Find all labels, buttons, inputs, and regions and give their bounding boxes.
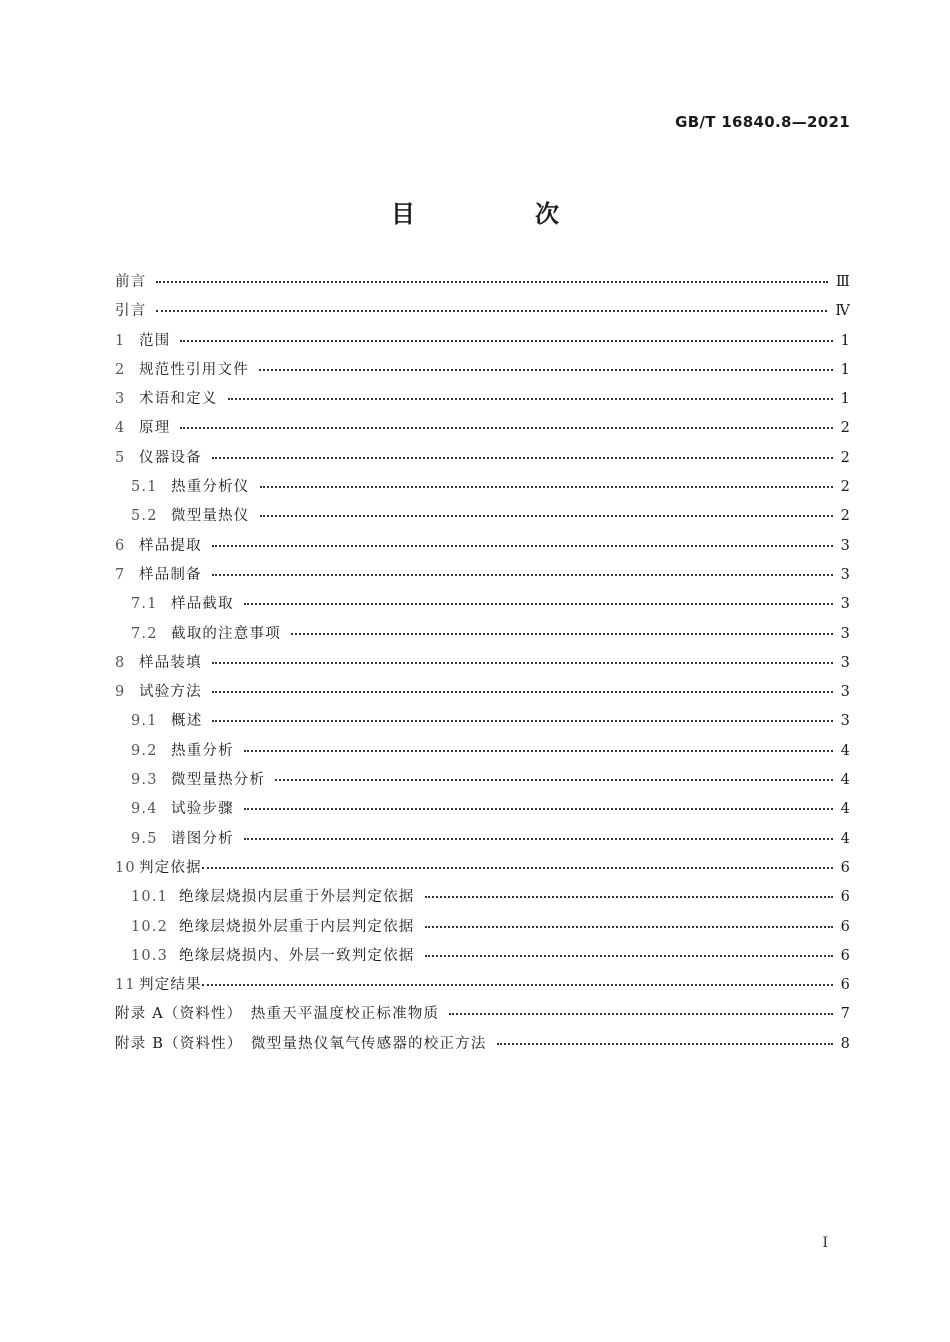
toc-entry-page: 2 xyxy=(840,508,851,525)
toc-entry-page: 6 xyxy=(840,918,851,935)
dot-leader xyxy=(212,706,832,722)
toc-entry[interactable] xyxy=(115,768,851,797)
dot-leader xyxy=(212,531,833,547)
toc-entry[interactable] xyxy=(115,270,851,299)
toc-entry-page: Ⅲ xyxy=(835,274,851,290)
toc-entry-page: 3 xyxy=(840,654,851,671)
toc-entry-number: 11 xyxy=(115,977,136,994)
toc-entry[interactable] xyxy=(115,827,851,856)
dot-leader xyxy=(260,472,833,488)
toc-entry-number: 8 xyxy=(115,654,126,671)
toc-entry-title: 微型量热仪 xyxy=(171,508,250,525)
toc-entry-number: 9 xyxy=(115,684,126,701)
toc-entry-number: 7 xyxy=(115,566,126,583)
toc-entry-title: 规范性引用文件 xyxy=(139,361,249,378)
dot-leader xyxy=(425,941,833,957)
toc-entry-title: 绝缘层烧损外层重于内层判定依据 xyxy=(179,918,415,935)
toc-entry[interactable] xyxy=(115,680,851,709)
toc-entry-title: 仪器设备 xyxy=(139,449,202,466)
toc-entry-number: 5 xyxy=(115,449,126,466)
toc-entry-page: 3 xyxy=(840,537,851,554)
toc-entry-number: 5.2 xyxy=(131,508,158,525)
toc-entry-number: 1 xyxy=(115,332,126,349)
toc-entry-page: 1 xyxy=(840,391,851,408)
dot-leader xyxy=(202,970,833,986)
toc-entry[interactable] xyxy=(115,885,851,914)
toc-entry[interactable] xyxy=(115,915,851,944)
toc-entry[interactable] xyxy=(115,299,851,328)
toc-entry[interactable] xyxy=(115,944,851,973)
toc-entry-page: 6 xyxy=(840,947,851,964)
document-code: GB/T 16840.8—2021 xyxy=(675,113,850,131)
toc-entry[interactable] xyxy=(115,709,851,738)
toc-entry[interactable] xyxy=(115,387,851,416)
toc-entry-title: 判定结果 xyxy=(139,977,202,994)
toc-entry-title: 绝缘层烧损内、外层一致判定依据 xyxy=(179,947,415,964)
toc-entry[interactable] xyxy=(115,329,851,358)
dot-leader xyxy=(260,501,833,517)
dot-leader xyxy=(425,882,833,898)
toc-entry[interactable] xyxy=(115,651,851,680)
toc-entry-number: 2 xyxy=(115,361,126,378)
toc-entry-page: 4 xyxy=(840,742,851,759)
toc-entry-title: 样品制备 xyxy=(139,566,202,583)
toc-entry-page: 2 xyxy=(840,479,851,496)
toc-entry-title: 热重分析 xyxy=(171,742,234,759)
toc-entry-title: 谱图分析 xyxy=(171,830,234,847)
toc-entry-title: 试验方法 xyxy=(139,684,202,701)
toc-entry-number: 9.2 xyxy=(131,742,158,759)
dot-leader xyxy=(259,355,833,371)
toc-entry[interactable] xyxy=(115,622,851,651)
toc-entry-title: 附录 B（资料性） 微型量热仪氧气传感器的校正方法 xyxy=(115,1035,487,1052)
toc-entry-title: 样品提取 xyxy=(139,537,202,554)
toc-entry-number: 7.2 xyxy=(131,625,158,642)
dot-leader xyxy=(202,853,833,869)
dot-leader xyxy=(244,794,833,810)
toc-entry-page: 3 xyxy=(840,625,851,642)
dot-leader xyxy=(212,648,833,664)
dot-leader xyxy=(212,443,833,459)
toc-entry[interactable] xyxy=(115,358,851,387)
dot-leader xyxy=(228,384,833,400)
toc-entry-title: 概述 xyxy=(171,713,203,730)
toc-entry-page: 6 xyxy=(840,889,851,906)
toc-entry-page: 4 xyxy=(840,772,851,789)
toc-entry[interactable] xyxy=(115,446,851,475)
toc-entry-number: 6 xyxy=(115,537,126,554)
toc-entry-title: 前言 xyxy=(115,274,147,290)
toc-entry[interactable] xyxy=(115,475,851,504)
dot-leader xyxy=(212,677,833,693)
toc-entry-number: 7.1 xyxy=(131,596,158,613)
toc-entry-page: 2 xyxy=(840,420,851,437)
toc-entry-title: 截取的注意事项 xyxy=(171,625,281,642)
toc-entry-number: 9.3 xyxy=(131,772,158,789)
toc-entry-page: 3 xyxy=(840,596,851,613)
toc-entry[interactable] xyxy=(115,973,851,1002)
toc-entry-title: 绝缘层烧损内层重于外层判定依据 xyxy=(179,889,415,906)
toc-entry-title: 判定依据 xyxy=(139,859,202,876)
toc-entry-page: 3 xyxy=(840,684,851,701)
toc-entry[interactable] xyxy=(115,1032,851,1061)
toc-entry-page: 1 xyxy=(840,361,851,378)
toc-entry-page: 3 xyxy=(840,566,851,583)
toc-entry-number: 5.1 xyxy=(131,479,158,496)
toc-entry-title: 原理 xyxy=(139,420,171,437)
toc-entry[interactable] xyxy=(115,1002,851,1031)
dot-leader xyxy=(497,1029,833,1045)
toc-entry-page: 7 xyxy=(840,1006,851,1023)
dot-leader xyxy=(244,824,833,840)
toc-entry-page: 4 xyxy=(840,801,851,818)
dot-leader xyxy=(275,765,832,781)
toc-entry-page: 8 xyxy=(840,1035,851,1052)
toc-entry[interactable] xyxy=(115,739,851,768)
toc-entry[interactable] xyxy=(115,563,851,592)
toc-entry-page: 2 xyxy=(840,449,851,466)
toc-entry-number: 9.5 xyxy=(131,830,158,847)
toc-entry-title: 样品装填 xyxy=(139,654,202,671)
toc-entry[interactable] xyxy=(115,534,851,563)
toc-entry-number: 10 xyxy=(115,859,136,876)
toc-entry-number: 3 xyxy=(115,391,126,408)
toc-entry[interactable] xyxy=(115,856,851,885)
dot-leader xyxy=(449,999,832,1015)
dot-leader xyxy=(156,296,827,312)
toc-entry-title: 引言 xyxy=(115,303,147,320)
toc-entry-title: 试验步骤 xyxy=(171,801,234,818)
dot-leader xyxy=(244,589,833,605)
dot-leader xyxy=(425,912,833,928)
page-number: Ⅰ xyxy=(822,1235,828,1251)
dot-leader xyxy=(291,619,833,635)
toc-entry-page: 4 xyxy=(840,830,851,847)
toc-entry-number: 9.4 xyxy=(131,801,158,818)
toc-entry-title: 术语和定义 xyxy=(139,391,218,408)
toc-entry-page: 6 xyxy=(840,859,851,876)
toc-entry-title: 微型量热分析 xyxy=(171,772,266,789)
toc-entry-page: Ⅳ xyxy=(835,303,851,320)
toc-entry-page: 3 xyxy=(840,713,851,730)
dot-leader xyxy=(180,326,832,342)
toc-entry-title: 样品截取 xyxy=(171,596,234,613)
toc-entry[interactable] xyxy=(115,504,851,533)
toc-entry-number: 10.1 xyxy=(131,889,169,906)
dot-leader xyxy=(212,560,833,576)
page-title: 目 次 xyxy=(391,200,607,228)
toc-entry-title: 热重分析仪 xyxy=(171,479,250,496)
toc-entry-title: 范围 xyxy=(139,332,171,349)
toc-entry[interactable] xyxy=(115,797,851,826)
toc-entry-number: 9.1 xyxy=(131,713,158,730)
toc-entry-page: 6 xyxy=(840,977,851,994)
dot-leader xyxy=(244,736,833,752)
table-of-contents xyxy=(115,270,851,1061)
dot-leader xyxy=(180,413,832,429)
toc-entry[interactable] xyxy=(115,416,851,445)
toc-entry[interactable] xyxy=(115,592,851,621)
toc-entry-page: 1 xyxy=(840,332,851,349)
toc-entry-number: 10.2 xyxy=(131,918,169,935)
toc-entry-number: 10.3 xyxy=(131,947,169,964)
toc-entry-title: 附录 A（资料性） 热重天平温度校正标准物质 xyxy=(115,1006,440,1023)
toc-entry-number: 4 xyxy=(115,420,126,437)
dot-leader xyxy=(156,267,827,283)
